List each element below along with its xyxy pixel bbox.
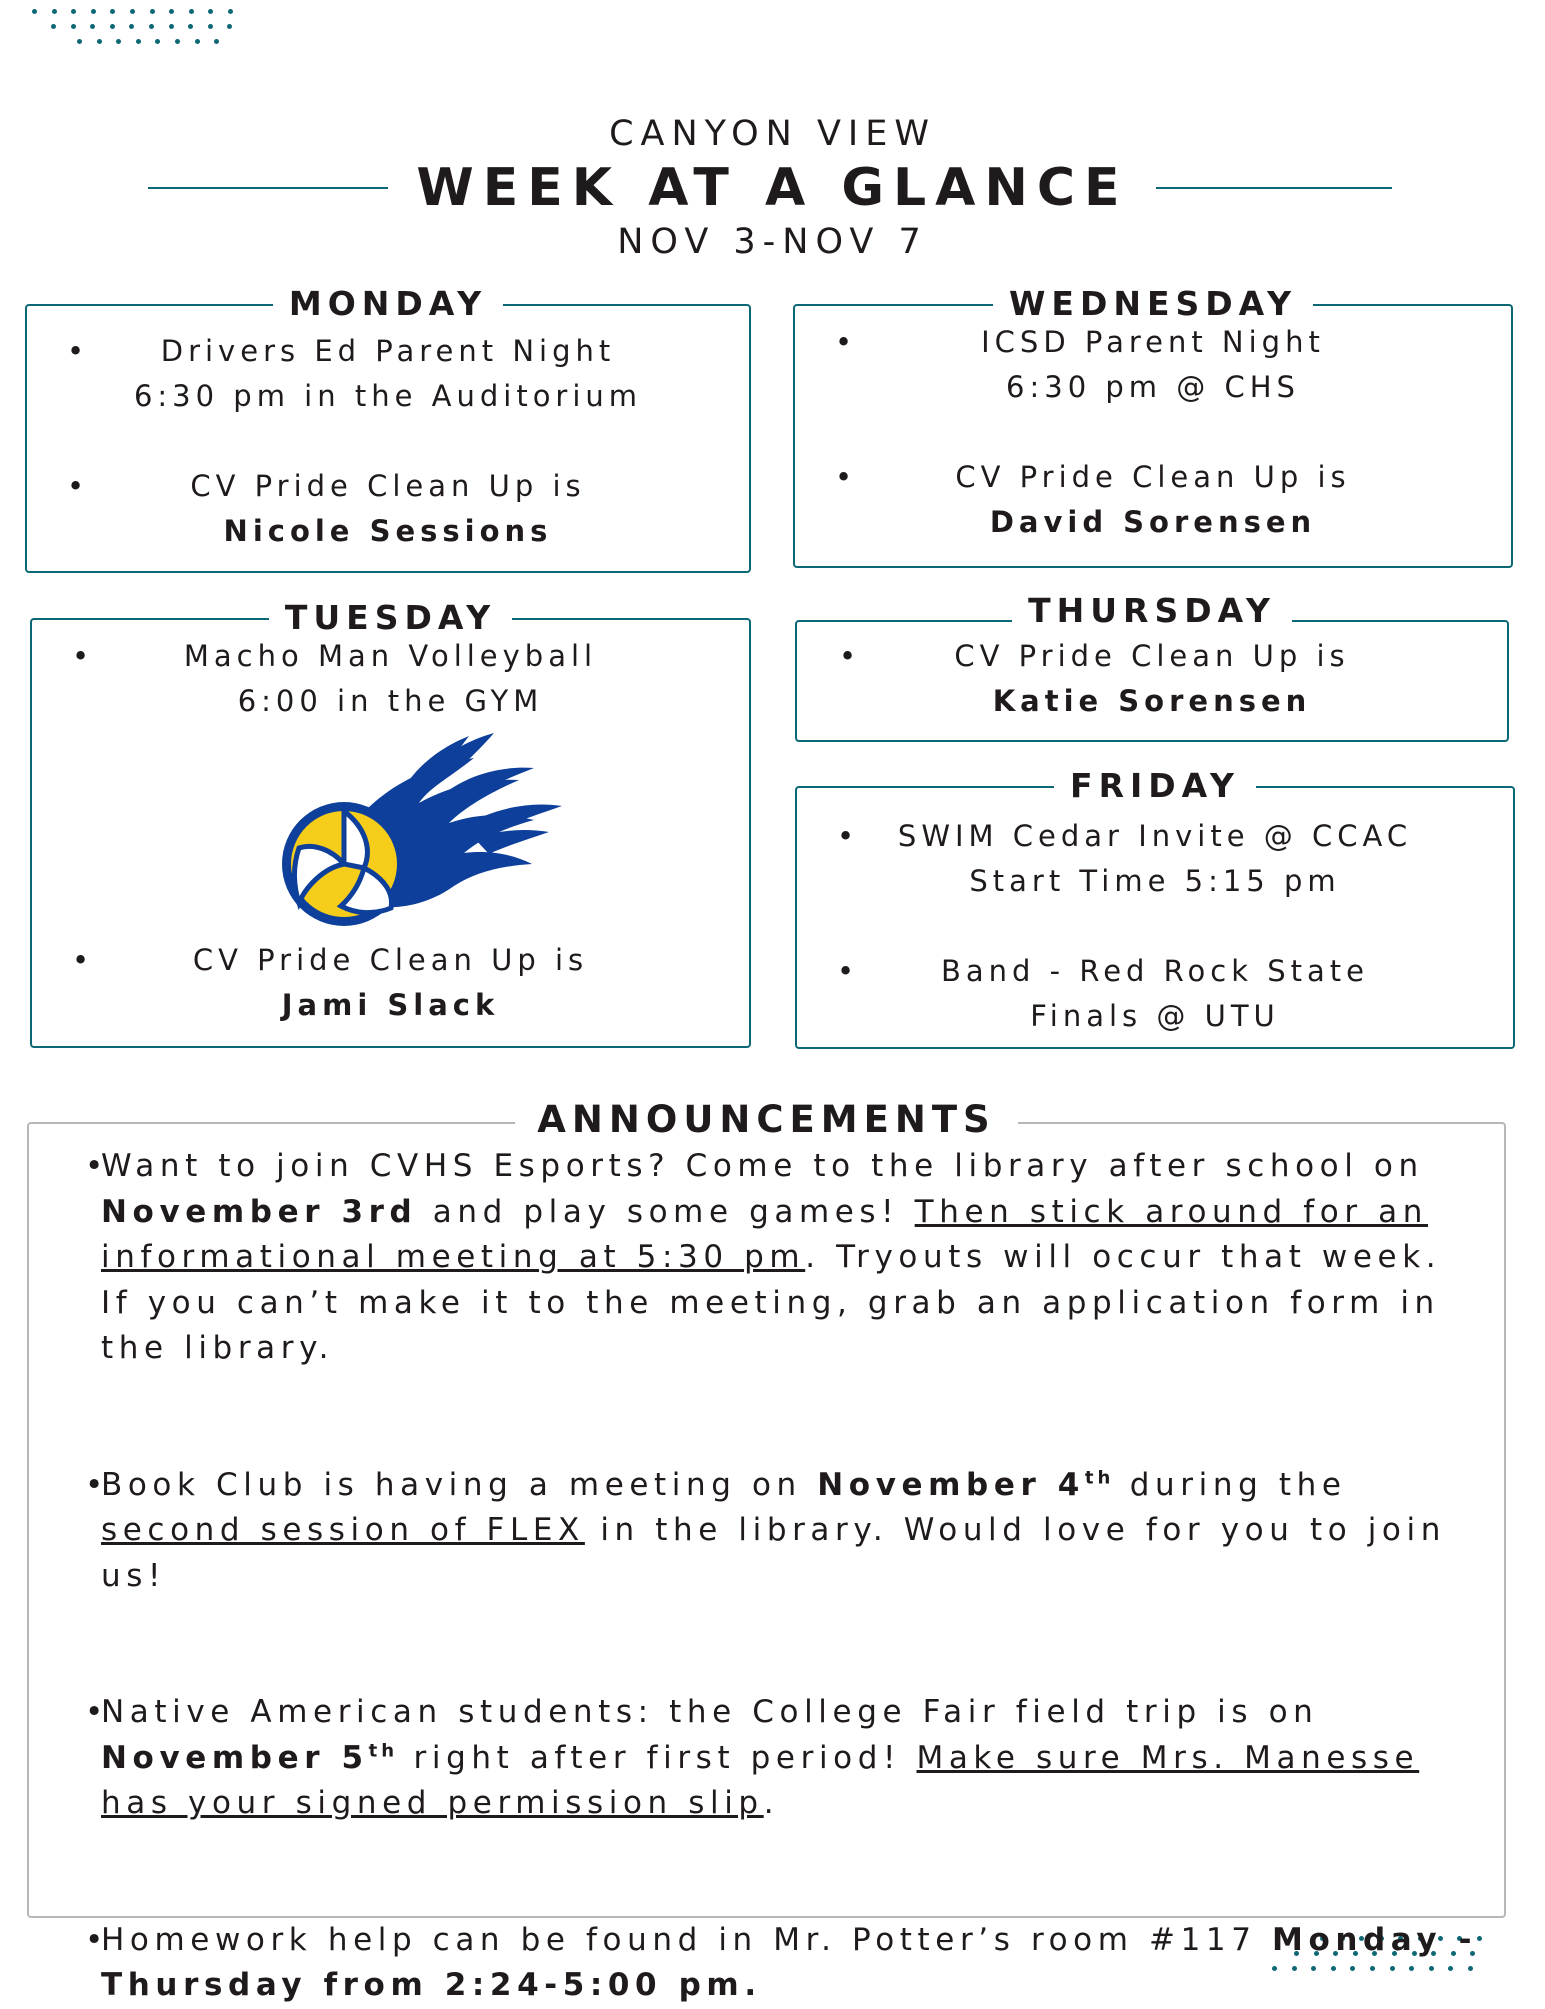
flex-session-link[interactable]: second session of FLEX	[101, 1512, 585, 1548]
announcement-esports: • Want to join CVHS Esports? Come to the library after school on November 3rd and play some games! Then stick around for an informational meeting at 5:30 pm. Tryouts will occur that week. If you can’t make it to the meeting, grab an application form in the library.	[101, 1144, 1481, 1372]
date-range: NOV 3-NOV 7	[617, 222, 928, 262]
bullet: •	[835, 460, 853, 494]
bullet: •	[85, 1694, 104, 1730]
bullet: •	[839, 639, 857, 673]
friday-item-band: • Band - Red Rock State Finals @ UTU	[797, 949, 1513, 1039]
monday-item-cleanup: • CV Pride Clean Up is Nicole Sessions	[27, 464, 749, 554]
announcements-box	[27, 1098, 1506, 2003]
bullet: •	[837, 819, 855, 853]
bullet: •	[67, 469, 85, 503]
announcement-college-fair: • Native American students: the College Fair field trip is on November 5th right after first period! Make sure Mrs. Manesse has your signed permission slip.	[101, 1690, 1481, 1827]
wednesday-box	[793, 284, 1513, 568]
announcement-homework-help: • Homework help can be found in Mr. Potter’s room #117 Monday - Thursday from 2:24-5:00 pm.	[101, 1918, 1481, 2009]
wednesday-item-cleanup: • CV Pride Clean Up is David Sorensen	[795, 455, 1511, 545]
esports-meeting-link[interactable]: Then stick around for an informational meeting at 5:30 pm	[101, 1193, 1428, 1275]
bullet: •	[67, 334, 85, 368]
tuesday-box	[30, 598, 751, 1048]
permission-slip-link[interactable]: Make sure Mrs. Manesse has your signed permission slip	[101, 1739, 1420, 1821]
monday-item-drivers-ed: • Drivers Ed Parent Night 6:30 pm in the Auditorium	[27, 329, 749, 419]
tuesday-item-volleyball: • Macho Man Volleyball 6:00 in the GYM	[32, 634, 749, 724]
announcements-title: ANNOUNCEMENTS	[515, 1098, 1017, 1141]
thursday-cleanup-name: Katie Sorensen	[992, 684, 1312, 718]
tuesday-title: TUESDAY	[269, 598, 512, 637]
bullet: •	[837, 954, 855, 988]
bullet: •	[85, 1921, 104, 1958]
school-name: CANYON VIEW	[609, 114, 936, 154]
friday-title: FRIDAY	[1054, 766, 1256, 805]
announcement-book-club: • Book Club is having a meeting on November 4th during the second session of FLEX in the library. Would love for you to join us!	[101, 1463, 1481, 1600]
bullet: •	[835, 325, 853, 359]
thursday-item-cleanup: • CV Pride Clean Up is Katie Sorensen	[797, 634, 1507, 724]
flaming-volleyball-icon	[244, 728, 564, 938]
wednesday-cleanup-name: David Sorensen	[989, 505, 1317, 539]
monday-box	[25, 284, 751, 573]
bullet: •	[72, 639, 90, 673]
bullet: •	[72, 943, 90, 977]
tuesday-cleanup-name: Jami Slack	[281, 988, 500, 1022]
tuesday-item-cleanup: • CV Pride Clean Up is Jami Slack	[32, 938, 749, 1028]
bullet: •	[85, 1148, 104, 1184]
friday-box	[795, 766, 1515, 1049]
monday-cleanup-name: Nicole Sessions	[223, 514, 553, 548]
friday-item-swim: • SWIM Cedar Invite @ CCAC Start Time 5:15 pm	[797, 814, 1513, 904]
top-left-dot-pattern	[32, 9, 233, 54]
page-title: WEEK AT A GLANCE	[416, 158, 1129, 218]
thursday-box	[795, 591, 1509, 742]
bullet: •	[85, 1466, 104, 1503]
wednesday-item-parent-night: • ICSD Parent Night 6:30 pm @ CHS	[795, 320, 1511, 410]
thursday-title: THURSDAY	[1012, 591, 1292, 630]
wednesday-title: WEDNESDAY	[993, 284, 1313, 323]
title-rule-right	[1156, 187, 1392, 189]
monday-title: MONDAY	[273, 284, 503, 323]
